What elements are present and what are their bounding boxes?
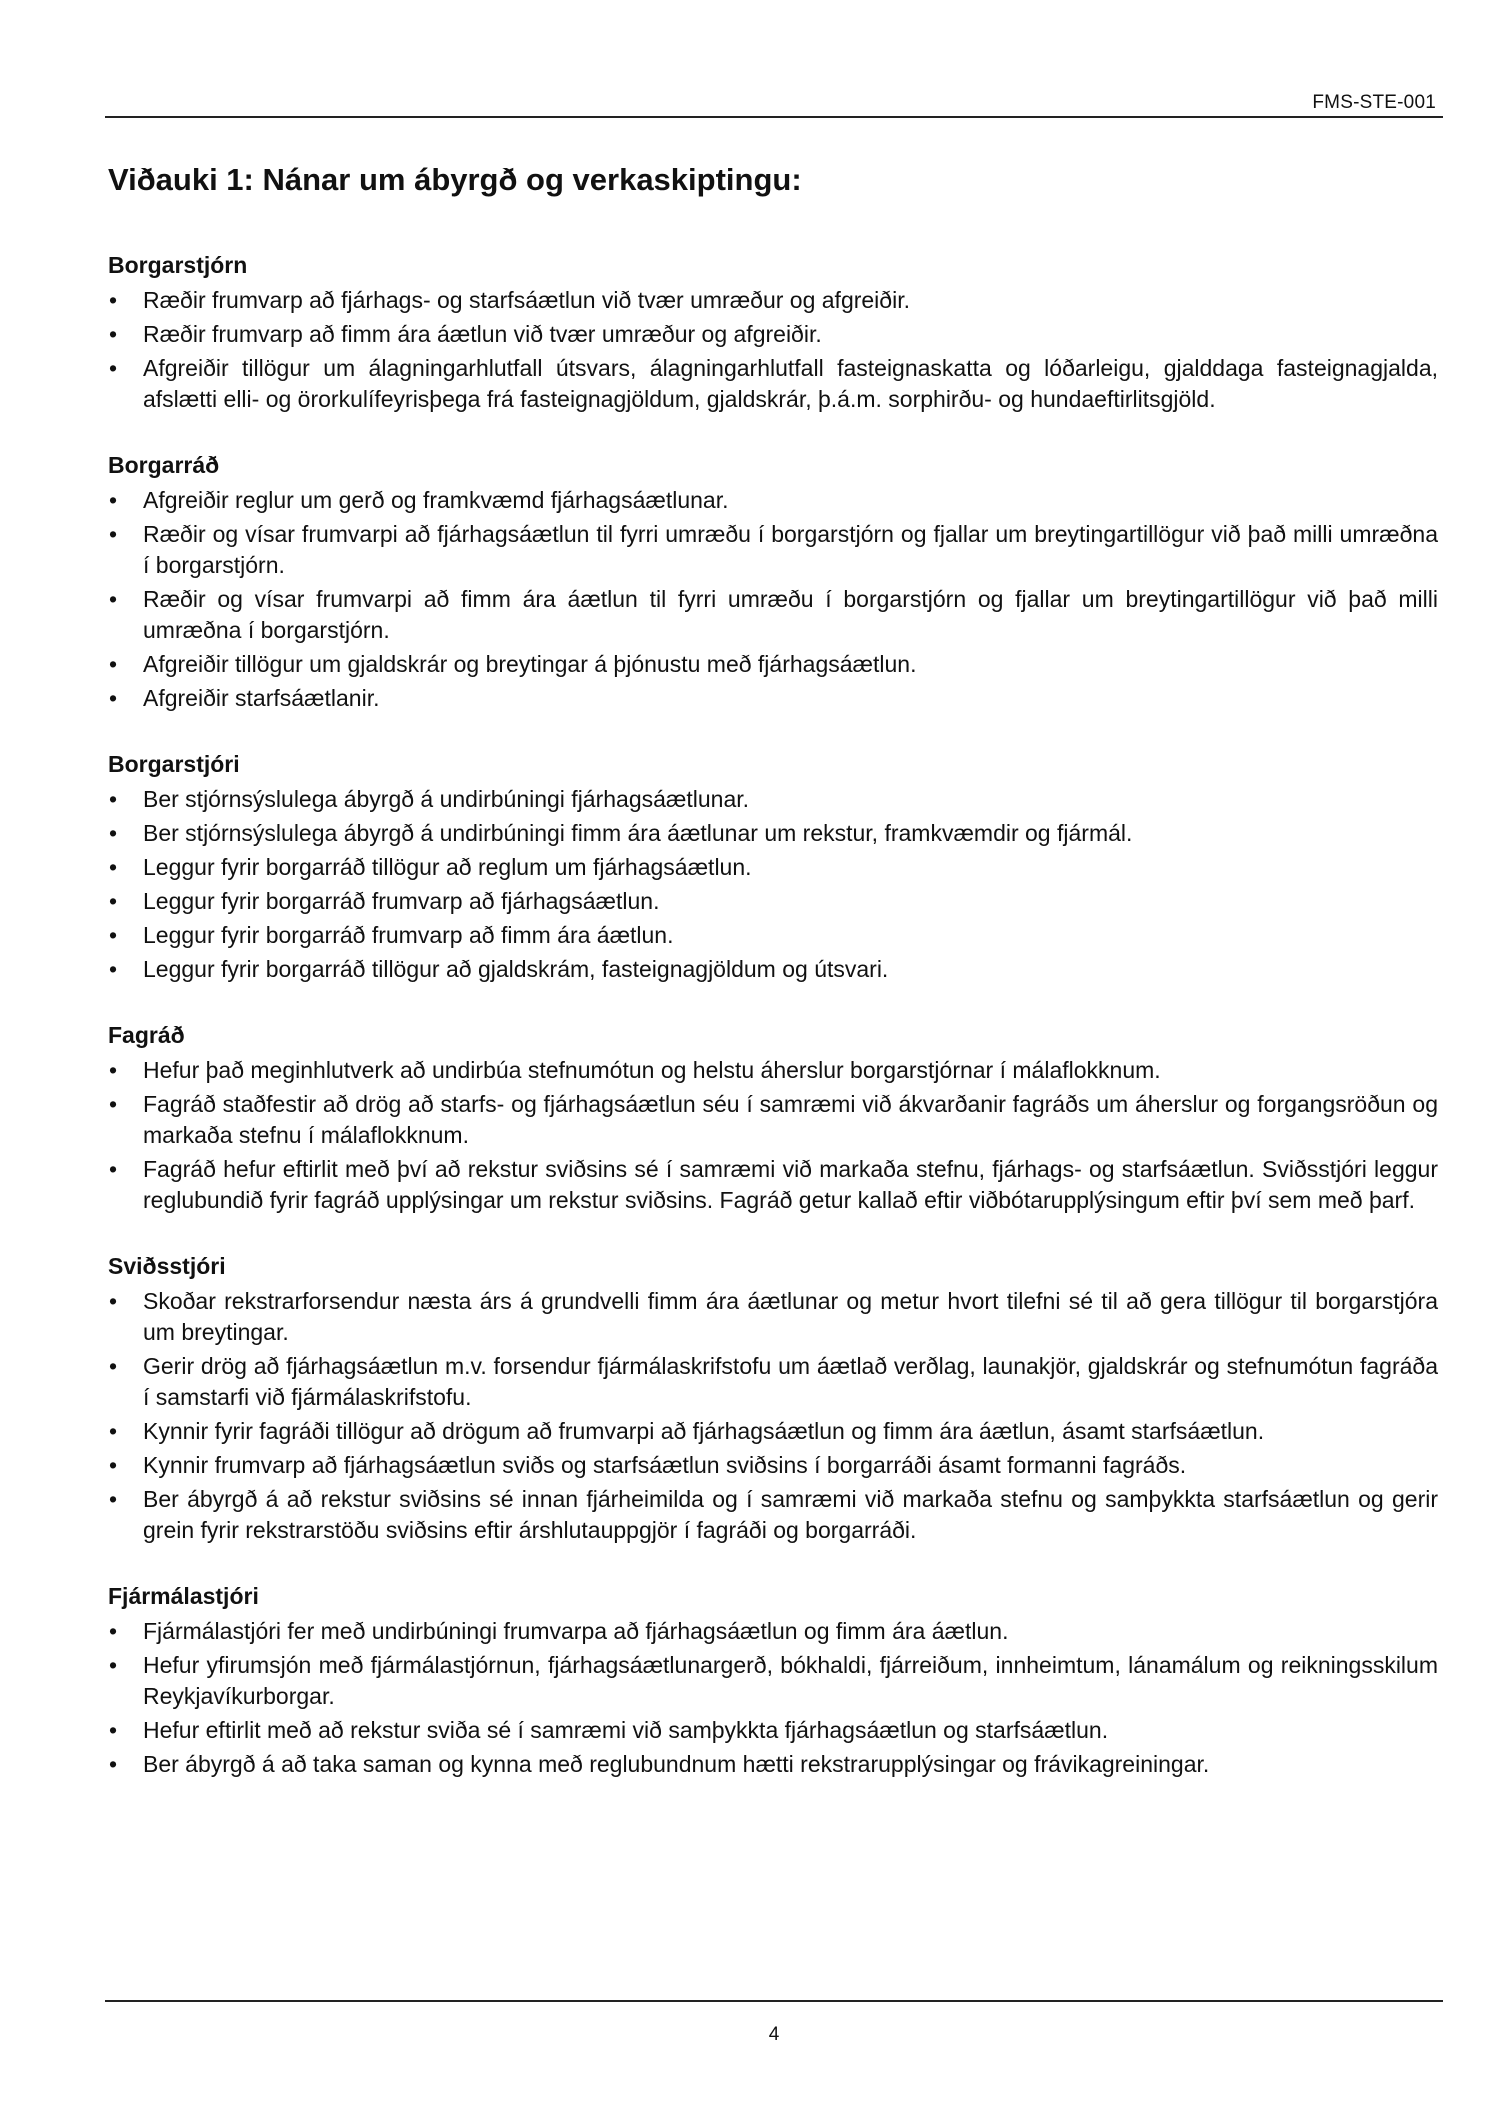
list-item: • Fagráð hefur eftirlit með því að rekstur sviðsins sé í samræmi við markaða stefnu, fjárhags- og starfsáætlun. Sviðsstjóri leggur reglubundið fyrir fagráð upplýsingar um rekstur sviðsins. Fagráð getur kallað eftir viðbótarupplýsingum eftir því sem með þarf. [108,1154,1438,1216]
list-item: • Ræðir frumvarp að fimm ára áætlun við tvær umræður og afgreiðir. [108,319,1438,350]
bullet-list [108,1616,1438,1780]
list-item: • Fagráð staðfestir að drög að starfs- og fjárhagsáætlun séu í samræmi við ákvarðanir fagráðs um áherslur og forgangsröðun og markaða stefnu í málaflokknum. [108,1089,1438,1151]
list-item: • Afgreiðir starfsáætlanir. [108,683,1438,714]
document-body [108,250,1438,1783]
section-heading: Fagráð [108,1022,185,1048]
list-item: • Afgreiðir reglur um gerð og framkvæmd fjárhagsáætlunar. [108,485,1438,516]
list-item: • Leggur fyrir borgarráð frumvarp að fimm ára áætlun. [108,920,1438,951]
list-item: • Ber stjórnsýslulega ábyrgð á undirbúningi fjárhagsáætlunar. [108,784,1438,815]
bullet-list [108,784,1438,985]
list-item: • Kynnir frumvarp að fjárhagsáætlun sviðs og starfsáætlun sviðsins í borgarráði ásamt formanni fagráðs. [108,1450,1438,1481]
list-item: • Ber stjórnsýslulega ábyrgð á undirbúningi fimm ára áætlunar um rekstur, framkvæmdir og fjármál. [108,818,1438,849]
list-item: • Ber ábyrgð á að rekstur sviðsins sé innan fjárheimilda og í samræmi við markaða stefnu og samþykkta starfsáætlun og gerir grein fyrir rekstrarstöðu sviðsins eftir árshlutauppgjör í fagráði og borgarráði. [108,1484,1438,1546]
section-heading: Borgarstjórn [108,252,248,278]
list-item: • Afgreiðir tillögur um álagningarhlutfall útsvars, álagningarhlutfall fasteignaskatta og lóðarleigu, gjalddaga fasteignagjalda, afslætti elli- og örorkulífeyrisþega frá fasteignagjöldum, gjaldskrár, þ.á.m. sorphirðu- og hundaeftirlitsgjöld. [108,353,1438,415]
bullet-list [108,1055,1438,1216]
list-item: • Leggur fyrir borgarráð tillögur að reglum um fjárhagsáætlun. [108,852,1438,883]
section-borgarstjorn [108,250,1438,415]
list-item: • Ræðir og vísar frumvarpi að fjárhagsáætlun til fyrri umræðu í borgarstjórn og fjallar um breytingartillögur við það milli umræðna í borgarstjórn. [108,519,1438,581]
section-heading: Borgarstjóri [108,751,240,777]
document-code: FMS-STE-001 [1312,92,1436,113]
section-svidsstjori [108,1251,1438,1546]
section-fjarmalastjori [108,1581,1438,1780]
section-heading: Sviðsstjóri [108,1253,226,1279]
bullet-list [108,1286,1438,1546]
section-heading: Borgarráð [108,452,220,478]
list-item: • Fjármálastjóri fer með undirbúningi frumvarpa að fjárhagsáætlun og fimm ára áætlun. [108,1616,1438,1647]
list-item: • Leggur fyrir borgarráð tillögur að gjaldskrám, fasteignagjöldum og útsvari. [108,954,1438,985]
bullet-list [108,285,1438,415]
section-fagrad [108,1020,1438,1216]
list-item: • Skoðar rekstrarforsendur næsta árs á grundvelli fimm ára áætlunar og metur hvort tilefni sé til að gera tillögur til borgarstjóra um breytingar. [108,1286,1438,1348]
page-title: Viðauki 1: Nánar um ábyrgð og verkaskiptingu: [108,162,802,197]
list-item: • Ræðir frumvarp að fjárhags- og starfsáætlun við tvær umræður og afgreiðir. [108,285,1438,316]
list-item: • Ræðir og vísar frumvarpi að fimm ára áætlun til fyrri umræðu í borgarstjórn og fjallar um breytingartillögur við það milli umræðna í borgarstjórn. [108,584,1438,646]
list-item: • Hefur það meginhlutverk að undirbúa stefnumótun og helstu áherslur borgarstjórnar í málaflokknum. [108,1055,1438,1086]
list-item: • Kynnir fyrir fagráði tillögur að drögum að frumvarpi að fjárhagsáætlun og fimm ára áætlun, ásamt starfsáætlun. [108,1416,1438,1447]
section-borgarstjori [108,749,1438,985]
list-item: • Ber ábyrgð á að taka saman og kynna með reglubundnum hætti rekstrarupplýsingar og frávikagreiningar. [108,1749,1438,1780]
section-heading: Fjármálastjóri [108,1583,259,1609]
section-borgarrad [108,450,1438,714]
bullet-list [108,485,1438,714]
list-item: • Afgreiðir tillögur um gjaldskrár og breytingar á þjónustu með fjárhagsáætlun. [108,649,1438,680]
list-item: • Hefur eftirlit með að rekstur sviða sé í samræmi við samþykkta fjárhagsáætlun og starfsáætlun. [108,1715,1438,1746]
header-divider [105,116,1443,118]
list-item: • Hefur yfirumsjón með fjármálastjórnun, fjárhagsáætlunargerð, bókhaldi, fjárreiðum, innheimtum, lánamálum og reikningsskilum Reykjavíkurborgar. [108,1650,1438,1712]
list-item: • Leggur fyrir borgarráð frumvarp að fjárhagsáætlun. [108,886,1438,917]
list-item: • Gerir drög að fjárhagsáætlun m.v. forsendur fjármálaskrifstofu um áætlað verðlag, launakjör, gjaldskrár og stefnumótun fagráða í samstarfi við fjármálaskrifstofu. [108,1351,1438,1413]
footer-divider [105,2000,1443,2002]
page-number: 4 [768,2024,780,2045]
